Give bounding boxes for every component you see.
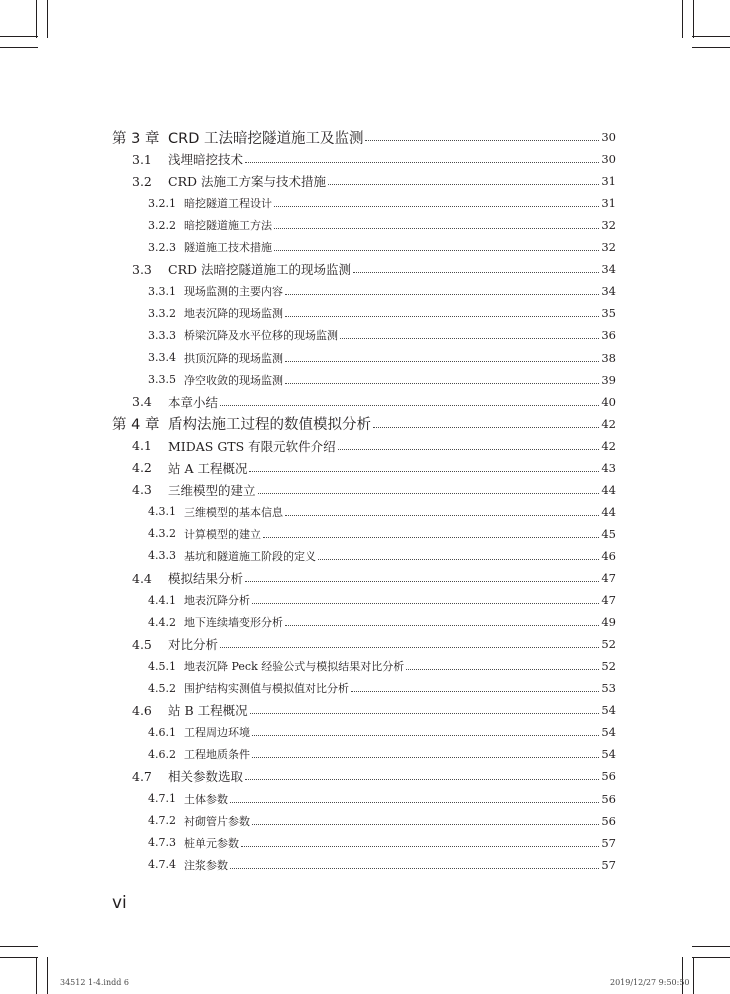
toc-entry-page: 35: [601, 306, 616, 321]
dot-leader: [274, 227, 599, 229]
toc-entry-title: 计算模型的建立: [184, 527, 261, 541]
toc-entry-page: 47: [601, 593, 616, 608]
dot-leader: [285, 382, 599, 384]
dot-leader: [252, 734, 599, 736]
dot-leader: [245, 580, 599, 582]
dot-leader: [274, 249, 599, 251]
toc-entry-section[interactable]: [112, 170, 616, 192]
toc-entry-title: 本章小结: [168, 394, 219, 410]
dot-leader: [245, 778, 599, 780]
dot-leader: [250, 712, 600, 714]
toc-entry-page: 39: [601, 372, 616, 387]
toc-entry-page: 46: [601, 548, 616, 563]
toc-entry-number: 3.3: [132, 261, 152, 277]
dot-leader: [252, 602, 599, 604]
toc-entry-number: 4.7.1: [148, 792, 176, 805]
toc-entry-number: 4.5.2: [148, 681, 176, 695]
dot-leader: [340, 337, 599, 339]
crop-mark: [47, 0, 48, 38]
toc-entry-page: 34: [601, 284, 616, 299]
toc-entry-title: 隧道施工技术措施: [184, 241, 272, 255]
toc-entry-title: 桩单元参数: [184, 836, 239, 850]
toc-entry-title: 地表沉降的现场监测: [184, 307, 283, 321]
toc-entry-title: 暗挖隧道工程设计: [184, 197, 272, 211]
toc-entry-page: 56: [601, 813, 616, 828]
dot-leader: [353, 271, 599, 273]
toc-entry-number: 第 4 章: [112, 417, 160, 434]
dot-leader: [274, 205, 599, 207]
crop-mark: [693, 957, 694, 994]
crop-mark: [36, 0, 37, 38]
toc-entry-number: 3.3.4: [148, 351, 176, 364]
toc-entry-title: 衬砌管片参数: [184, 814, 250, 828]
toc-entry-number: 4.4.1: [148, 593, 176, 607]
toc-entry-page: 30: [601, 130, 616, 144]
toc-entry-page: 30: [601, 152, 616, 167]
toc-entry-subsection[interactable]: [112, 854, 616, 876]
toc-entry-number: 4.5: [132, 636, 152, 652]
toc-entry-number: 3.2.2: [148, 218, 176, 232]
dot-leader: [351, 690, 599, 692]
toc-entry-title: 现场监测的主要内容: [184, 285, 283, 299]
crop-mark: [0, 36, 38, 37]
dot-leader: [258, 492, 600, 494]
toc-entry-title: 暗挖隧道施工方法: [184, 219, 272, 233]
toc-entry-page: 45: [601, 526, 616, 541]
toc-entry-title: 浅埋暗挖技术: [168, 152, 244, 168]
toc-entry-title: 围护结构实测值与模拟值对比分析: [184, 682, 349, 696]
toc-entry-title: 土体参数: [184, 792, 228, 806]
toc-entry-section[interactable]: [112, 391, 616, 413]
toc-entry-page: 54: [601, 747, 616, 762]
toc-entry-chapter[interactable]: [112, 126, 616, 148]
toc-entry-subsection[interactable]: [112, 832, 616, 854]
toc-entry-section[interactable]: [112, 765, 616, 787]
toc-entry-title: 注浆参数: [184, 858, 228, 872]
toc-entry-number: 4.2: [132, 460, 152, 476]
dot-leader: [263, 536, 599, 538]
toc-entry-number: 3.2: [132, 173, 152, 189]
dot-leader: [241, 845, 599, 847]
toc-entry-title: 拱顶沉降的现场监测: [184, 351, 283, 365]
toc-entry-subsection[interactable]: [112, 677, 616, 699]
toc-entry-page: 56: [601, 769, 616, 784]
crop-mark: [693, 0, 694, 38]
toc-entry-section[interactable]: [112, 258, 616, 280]
toc-entry-number: 3.4: [132, 394, 152, 410]
toc-entry-page: 32: [601, 218, 616, 233]
dot-leader: [406, 668, 599, 670]
toc-entry-page: 54: [601, 703, 616, 718]
toc-entry-title: 地下连续墙变形分析: [184, 616, 283, 630]
dot-leader: [285, 315, 599, 317]
crop-mark: [682, 957, 683, 994]
toc-entry-number: 3.2.3: [148, 240, 176, 254]
toc-entry-number: 第 3 章: [112, 130, 160, 147]
toc-entry-chapter[interactable]: [112, 413, 616, 435]
toc-entry-page: 36: [601, 328, 616, 343]
toc-entry-subsection[interactable]: [112, 721, 616, 743]
toc-entry-number: 3.3.2: [148, 306, 176, 320]
toc-entry-page: 47: [601, 571, 616, 585]
dot-leader: [285, 360, 599, 362]
toc-entry-page: 52: [601, 637, 616, 652]
toc-entry-page: 34: [601, 262, 616, 277]
crop-mark: [47, 957, 48, 994]
toc-entry-subsection[interactable]: [112, 788, 616, 810]
toc-entry-section[interactable]: [112, 699, 616, 721]
dot-leader: [220, 404, 599, 406]
toc-entry-number: 4.3.1: [148, 505, 176, 519]
toc-entry-title: CRD 工法暗挖隧道施工及监测: [168, 130, 364, 147]
dot-leader: [285, 514, 599, 516]
toc-entry-title: 地表沉降 Peck 经验公式与模拟结果对比分析: [184, 660, 405, 674]
crop-mark: [0, 946, 38, 947]
toc-entry-subsection[interactable]: [112, 810, 616, 832]
toc-entry-title: MIDAS GTS 有限元软件介绍: [168, 438, 336, 454]
toc-entry-page: 31: [601, 174, 616, 189]
toc-entry-title: CRD 法施工方案与技术措施: [168, 174, 326, 190]
toc-entry-title: 三维模型的基本信息: [184, 505, 283, 519]
toc-entry-page: 38: [601, 350, 616, 365]
toc-entry-title: 站 B 工程概况: [168, 703, 248, 719]
toc-entry-subsection[interactable]: [112, 302, 616, 324]
toc-entry-number: 4.6.2: [148, 747, 176, 761]
dot-leader: [245, 161, 599, 163]
toc-entry-section[interactable]: [112, 567, 616, 589]
toc-entry-number: 3.3.3: [148, 328, 176, 342]
toc-entry-number: 4.4.2: [148, 615, 176, 629]
toc-entry-section[interactable]: [112, 148, 616, 170]
toc-entry-number: 4.7: [132, 768, 152, 784]
dot-leader: [249, 470, 599, 472]
crop-mark: [36, 957, 37, 994]
toc-entry-page: 49: [601, 615, 616, 630]
toc-entry-number: 3.3.1: [148, 284, 176, 298]
toc-entry-number: 4.3: [132, 482, 152, 498]
toc-entry-subsection[interactable]: [112, 347, 616, 369]
toc-entry-title: 基坑和隧道施工阶段的定义: [184, 549, 316, 563]
toc-entry-subsection[interactable]: [112, 192, 616, 214]
toc-entry-subsection[interactable]: [112, 369, 616, 391]
dot-leader: [230, 867, 599, 869]
toc-entry-page: 56: [601, 791, 616, 806]
dot-leader: [230, 801, 599, 803]
toc-entry-number: 4.7.2: [148, 814, 176, 828]
toc-entry-subsection[interactable]: [112, 655, 616, 677]
toc-entry-page: 44: [601, 504, 616, 519]
toc-entry-number: 4.7.4: [148, 858, 176, 872]
toc-entry-title: 地表沉降分析: [184, 594, 250, 608]
toc-entry-section[interactable]: [112, 479, 616, 501]
toc-entry-number: 4.5.1: [148, 659, 176, 673]
crop-mark: [692, 946, 730, 947]
toc-entry-title: 工程周边环境: [184, 726, 250, 740]
toc-entry-number: 4.6.1: [148, 725, 176, 739]
toc-entry-page: 42: [601, 438, 616, 453]
toc-entry-page: 53: [601, 681, 616, 696]
toc-entry-page: 32: [601, 240, 616, 255]
toc-entry-page: 57: [601, 835, 616, 850]
toc-entry-number: 3.1: [132, 151, 152, 167]
toc-entry-number: 4.1: [132, 438, 152, 454]
toc-entry-title: 三维模型的建立: [168, 482, 256, 498]
slug-file: 34512 1-4.indd 6: [60, 978, 130, 987]
crop-mark: [692, 957, 730, 958]
toc-entry-subsection[interactable]: [112, 324, 616, 346]
toc-entry-subsection[interactable]: [112, 589, 616, 611]
dot-leader: [285, 293, 599, 295]
dot-leader: [365, 139, 599, 141]
toc-entry-number: 4.7.3: [148, 836, 176, 850]
toc-entry-subsection[interactable]: [112, 501, 616, 523]
toc-entry-subsection[interactable]: [112, 545, 616, 567]
dot-leader: [373, 426, 599, 428]
toc-entry-subsection[interactable]: [112, 236, 616, 258]
slug-timestamp: 2019/12/27 9:50:50: [610, 978, 690, 987]
toc-entry-page: 42: [601, 416, 616, 431]
toc-entry-subsection[interactable]: [112, 611, 616, 633]
toc-entry-title: 桥梁沉降及水平位移的现场监测: [184, 329, 338, 343]
toc-entry-title: 相关参数选取: [168, 769, 244, 785]
toc-entry-page: 57: [601, 857, 616, 872]
toc-entry-title: 模拟结果分析: [168, 571, 244, 586]
toc-entry-subsection[interactable]: [112, 523, 616, 545]
crop-mark: [0, 957, 38, 958]
dot-leader: [252, 823, 599, 825]
toc-entry-page: 40: [601, 394, 616, 409]
dot-leader: [220, 646, 599, 648]
toc-entry-page: 31: [601, 196, 616, 211]
toc-entry-title: 工程地质条件: [184, 748, 250, 762]
toc-entry-page: 52: [601, 659, 616, 674]
toc-entry-section[interactable]: [112, 457, 616, 479]
dot-leader: [328, 183, 599, 185]
dot-leader: [318, 558, 599, 560]
crop-mark: [692, 36, 730, 37]
toc-entry-number: 4.3.2: [148, 527, 176, 541]
toc-entry-number: 4.4: [132, 570, 152, 586]
toc-entry-page: 54: [601, 725, 616, 740]
toc-entry-number: 3.3.5: [148, 373, 176, 387]
dot-leader: [252, 756, 599, 758]
toc-entry-subsection[interactable]: [112, 743, 616, 765]
toc-entry-title: 净空收敛的现场监测: [184, 373, 283, 387]
crop-mark: [692, 47, 730, 48]
toc-entry-title: 盾构法施工过程的数值模拟分析: [168, 417, 371, 434]
toc-entry-section[interactable]: [112, 633, 616, 655]
toc-entry-number: 3.2.1: [148, 196, 176, 210]
toc-entry-number: 4.3.3: [148, 549, 176, 563]
crop-mark: [0, 47, 38, 48]
crop-mark: [682, 0, 683, 38]
toc-entry-subsection[interactable]: [112, 280, 616, 302]
toc-entry-title: 站 A 工程概况: [168, 460, 248, 476]
toc-entry-subsection[interactable]: [112, 214, 616, 236]
toc-entry-section[interactable]: [112, 435, 616, 457]
toc-entry-title: 对比分析: [168, 637, 219, 653]
dot-leader: [285, 624, 599, 626]
toc-entry-title: CRD 法暗挖隧道施工的现场监测: [168, 262, 351, 278]
page-number: vi: [112, 893, 127, 913]
dot-leader: [338, 448, 600, 450]
toc-entry-number: 4.6: [132, 702, 152, 718]
toc-entry-page: 44: [601, 482, 616, 497]
toc-entry-page: 43: [601, 460, 616, 475]
